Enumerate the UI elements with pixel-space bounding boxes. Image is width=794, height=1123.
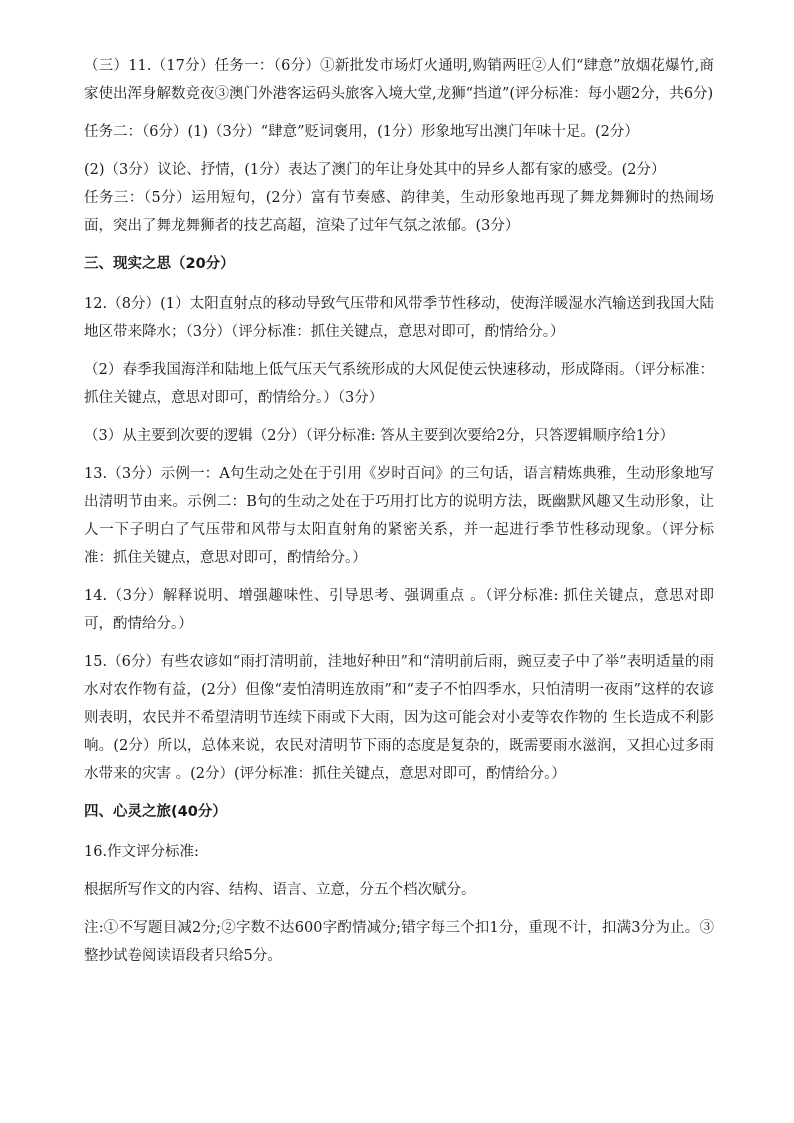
q14-answer: 14.（3分）解释说明、增强趣味性、引导思考、强调重点 。（评分标准: 抓住关键点，意思对即可，酌情给分。） [84, 588, 714, 632]
q16-title: 16.作文评分标准: [84, 844, 199, 860]
answer-document [84, 52, 714, 980]
q12-part2-answer: （2）春季我国海洋和陆地上低气压天气系统形成的大风促使云快速移动，形成降雨。（评分标准：抓住关键点，意思对即可，酌情给分。）（3分） [84, 362, 714, 406]
q13-answer: 13.（3分）示例一：A句生动之处在于引用《岁时百问》的三句话，语言精炼典雅，生动形象地写出清明节由来。示例二：B句的生动之处在于巧用打比方的说明方法，既幽默风趣又生动形象，让人一下子明白了气压带和风带与太阳直射角的紧密关系，并一起进行季节性移动现象。（评分标准：抓住关键点，意思对即可，酌情给分。） [84, 466, 714, 566]
q11-task3-answer: 任务三：（5分）运用短句，(2分）富有节奏感、韵律美，生动形象地再现了舞龙舞狮时的热闹场面，突出了舞龙舞狮者的技艺高超，渲染了过年气氛之浓郁。(3分） [84, 190, 714, 234]
q11-task2-part2-answer: (2)（3分）议论、抒情，(1分）表达了澳门的年让身处其中的异乡人都有家的感受。(2分） [84, 162, 666, 178]
q12-part1-answer: 12.（8分）(1）太阳直射点的移动导致气压带和风带季节性移动，使海洋暖湿水汽输送到我国大陆地区带来降水；（3分）（评分标准：抓住关键点，意思对即可，酌情给分。） [84, 296, 714, 340]
q16-scoring-rule: 根据所写作文的内容、结构、语言、立意，分五个档次赋分。 [84, 882, 476, 898]
section-heading-soul: 四、心灵之旅(40分） [84, 804, 227, 820]
q12-part3-answer: （3）从主要到次要的逻辑（2分）（评分标准: 答从主要到次要给2分，只答逻辑顺序给1分） [84, 428, 675, 444]
section-heading-reality: 三、现实之思（20分） [84, 256, 235, 272]
q16-notes: 注:①不写题目减2分;②字数不达600字酌情减分;错字每三个扣1分，重现不计，扣满3分为止。③整抄试卷阅读语段者只给5分。 [84, 920, 714, 964]
q11-task1-answer: （三）11.（17分）任务一：（6分）①新批发市场灯火通明,购销两旺②人们“肆意”放烟花爆竹,商家使出浑身解数竞夜③澳门外港客运码头旅客入境大堂,龙狮“挡道”(评分标准：每小题2分，共6分) [84, 58, 714, 102]
q11-task2-part1-answer: 任务二：（6分）(1)（3分）“肆意”贬词褒用，(1分）形象地写出澳门年味十足。(2分） [84, 124, 639, 140]
q15-answer: 15.（6分）有些农谚如“雨打清明前，洼地好种田”和“清明前后雨，豌豆麦子中了举”表明适量的雨水对农作物有益，(2分）但像“麦怕清明连放雨”和“麦子不怕四季水，只怕清明一夜雨”这样的农谚则表明，农民并不希望清明节连续下雨或下大雨，因为这可能会对小麦等农作物的 生长造成不利影响。(2分）所以，总体来说，农民对清明节下雨的态度是复杂的，既需要雨水滋润，又担心过多雨水带来的灾害 。(2分）(评分标准：抓住关键点，意思对即可，酌情给分。） [84, 654, 714, 782]
